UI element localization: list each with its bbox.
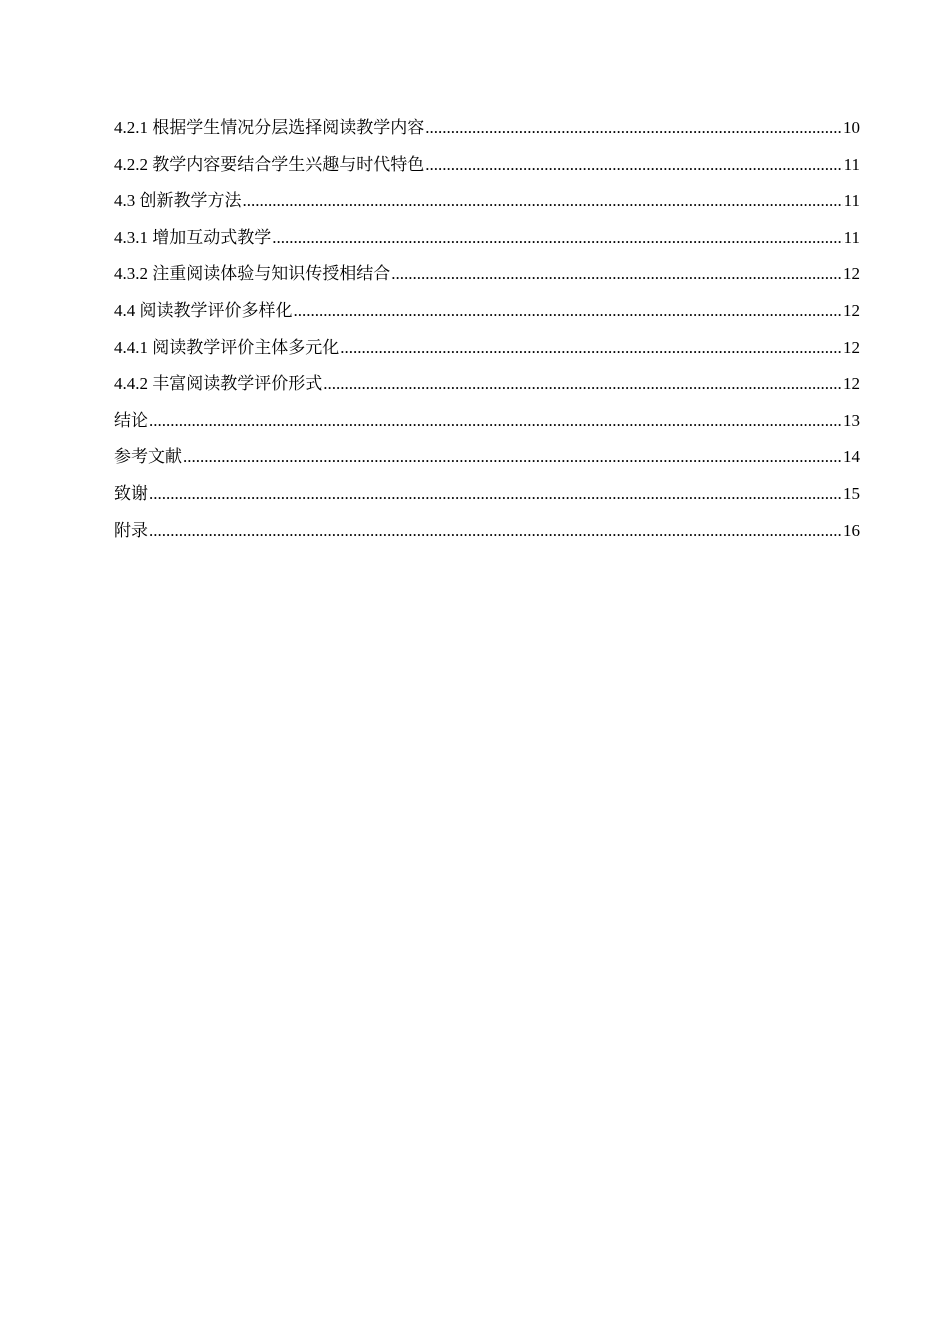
toc-dot-leader xyxy=(272,220,842,257)
toc-entry-title: 致谢 xyxy=(114,483,148,503)
toc-dot-leader xyxy=(425,110,842,147)
toc-entry-page: 11 xyxy=(843,191,860,211)
toc-dot-leader xyxy=(149,476,842,513)
toc-entry-title: 4.2.2 教学内容要结合学生兴趣与时代特色 xyxy=(114,154,425,174)
toc-entry-page: 11 xyxy=(843,154,860,174)
toc-entry[interactable] xyxy=(114,439,860,476)
toc-entry[interactable] xyxy=(114,366,860,403)
toc-entry[interactable] xyxy=(114,403,860,440)
toc-entry-page: 13 xyxy=(843,410,860,430)
toc-dot-leader xyxy=(149,403,842,440)
toc-dot-leader xyxy=(243,183,843,220)
toc-entry-title: 4.3.1 增加互动式教学 xyxy=(114,227,272,247)
toc-entry-page: 14 xyxy=(843,447,860,467)
toc-entry-page: 12 xyxy=(843,264,860,284)
toc-entry-page: 15 xyxy=(843,483,860,503)
toc-dot-leader xyxy=(183,439,842,476)
toc-entry[interactable] xyxy=(114,220,860,257)
toc-entry-title: 4.3 创新教学方法 xyxy=(114,191,242,211)
toc-dot-leader xyxy=(149,513,842,550)
toc-entry[interactable] xyxy=(114,330,860,367)
table-of-contents xyxy=(114,110,860,549)
toc-entry-title: 4.4 阅读教学评价多样化 xyxy=(114,300,293,320)
toc-entry[interactable] xyxy=(114,256,860,293)
toc-entry[interactable] xyxy=(114,147,860,184)
toc-entry[interactable] xyxy=(114,183,860,220)
toc-entry-title: 4.3.2 注重阅读体验与知识传授相结合 xyxy=(114,264,391,284)
toc-entry-page: 16 xyxy=(843,520,860,540)
toc-entry[interactable] xyxy=(114,513,860,550)
toc-dot-leader xyxy=(340,330,842,367)
toc-entry-page: 12 xyxy=(843,374,860,394)
toc-entry[interactable] xyxy=(114,293,860,330)
toc-entry-title: 参考文献 xyxy=(114,447,182,467)
toc-entry-title: 4.4.2 丰富阅读教学评价形式 xyxy=(114,374,323,394)
toc-entry-page: 12 xyxy=(843,337,860,357)
toc-entry[interactable] xyxy=(114,110,860,147)
toc-dot-leader xyxy=(323,366,842,403)
toc-entry[interactable] xyxy=(114,476,860,513)
toc-entry-page: 10 xyxy=(843,118,860,137)
toc-entry-page: 11 xyxy=(843,227,860,247)
toc-entry-title: 结论 xyxy=(114,410,148,430)
toc-dot-leader xyxy=(425,147,842,184)
toc-entry-title: 4.4.1 阅读教学评价主体多元化 xyxy=(114,337,340,357)
toc-dot-leader xyxy=(391,256,842,293)
toc-dot-leader xyxy=(294,293,843,330)
toc-entry-title: 附录 xyxy=(114,520,148,540)
toc-entry-title: 4.2.1 根据学生情况分层选择阅读教学内容 xyxy=(114,118,425,137)
toc-entry-page: 12 xyxy=(843,300,860,320)
